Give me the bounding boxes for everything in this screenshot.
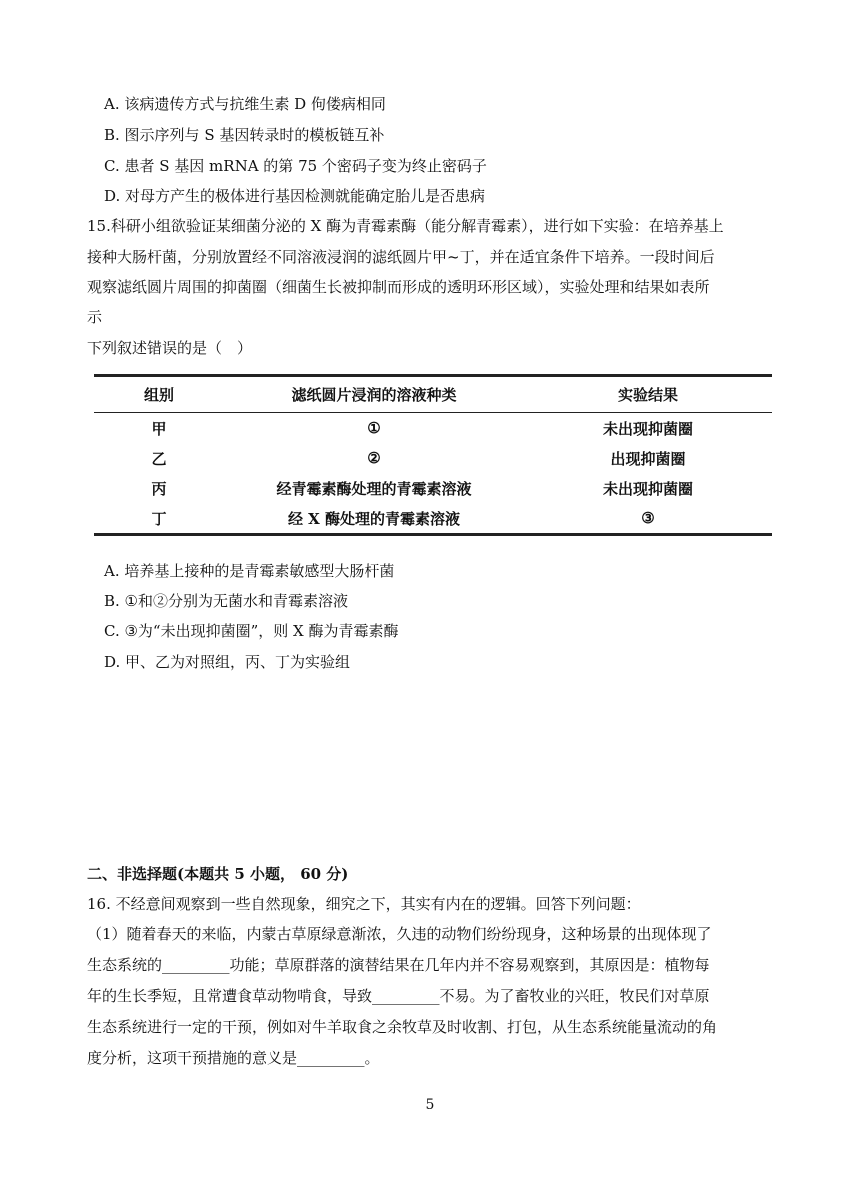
cell-result: ③	[641, 509, 655, 527]
q16-line-2: （1）随着春天的来临，内蒙古草原绿意渐浓，久违的动物们纷纷现身，这种场景的出现体现了	[87, 925, 712, 943]
table-row	[94, 443, 772, 473]
cell-solution: ①	[367, 419, 381, 437]
header-solution: 滤纸圆片浸润的溶液种类	[291, 386, 457, 404]
q16-line-1: 16. 不经意间观察到一些自然现象，细究之下，其实有内在的逻辑。回答下列问题：	[87, 895, 641, 913]
q15-stem-line-3: 观察滤纸圆片周围的抑菌圈（细菌生长被抑制而形成的透明环形区域），实验处理和结果如表所	[87, 278, 710, 296]
experiment-table	[94, 374, 772, 536]
q15-option-d: D. 甲、乙为对照组，丙、丁为实验组	[104, 653, 351, 671]
cell-solution: 经青霉素酶处理的青霉素溶液	[276, 479, 472, 498]
q15-stem-line-1: 15.科研小组欲验证某细菌分泌的 X 酶为青霉素酶（能分解青霉素），进行如下实验：在培养基上	[87, 217, 724, 235]
q14-option-d: D. 对母方产生的极体进行基因检测就能确定胎儿是否患病	[104, 187, 486, 205]
q16-line-3: 生态系统的_________功能；草原群落的演替结果在几年内并不容易观察到，其原因是：植物每	[87, 956, 710, 974]
cell-result: 未出现抑菌圈	[602, 419, 693, 438]
q15-question-prompt: 下列叙述错误的是（ ）	[87, 339, 253, 357]
q15-option-c: C. ③为“未出现抑菌圈”，则 X 酶为青霉素酶	[104, 622, 399, 640]
header-group: 组别	[143, 386, 174, 404]
header-result: 实验结果	[617, 386, 678, 404]
q16-line-4: 年的生长季短，且常遭食草动物啃食，导致_________不易。为了畜牧业的兴旺，牧民们对草原	[87, 987, 710, 1005]
cell-group: 丁	[151, 509, 167, 528]
table-header-row	[94, 376, 772, 413]
cell-group: 丙	[151, 479, 167, 498]
cell-group: 甲	[151, 419, 167, 438]
table-row	[94, 413, 772, 444]
q15-option-a: A. 培养基上接种的是青霉素敏感型大肠杆菌	[104, 562, 395, 580]
q16-line-5: 生态系统进行一定的干预，例如对牛羊取食之余牧草及时收割、打包，从生态系统能量流动的角	[87, 1018, 718, 1036]
cell-group: 乙	[151, 449, 167, 468]
q15-option-b: B. ①和②分别为无菌水和青霉素溶液	[104, 592, 349, 610]
table-row	[94, 473, 772, 503]
page-number: 5	[425, 1097, 435, 1113]
cell-result: 未出现抑菌圈	[602, 479, 693, 498]
q14-option-a: A. 该病遗传方式与抗维生素 D 佝偻病相同	[104, 95, 386, 113]
section-heading: 二、非选择题(本题共 5 小题， 60 分)	[87, 865, 349, 883]
q16-line-6: 度分析，这项干预措施的意义是_________。	[87, 1049, 380, 1067]
cell-solution: ②	[367, 449, 381, 467]
q15-stem-line-2: 接种大肠杆菌，分别放置经不同溶液浸润的滤纸圆片甲~丁，并在适宜条件下培养。一段时间后	[87, 248, 715, 266]
q14-option-c: C. 患者 S 基因 mRNA 的第 75 个密码子变为终止密码子	[104, 157, 487, 175]
cell-result: 出现抑菌圈	[610, 449, 686, 468]
table-row	[94, 503, 772, 535]
q14-option-b: B. 图示序列与 S 基因转录时的模板链互补	[104, 126, 385, 144]
q15-stem-line-4: 示	[87, 308, 103, 326]
cell-solution: 经 X 酶处理的青霉素溶液	[287, 509, 461, 528]
